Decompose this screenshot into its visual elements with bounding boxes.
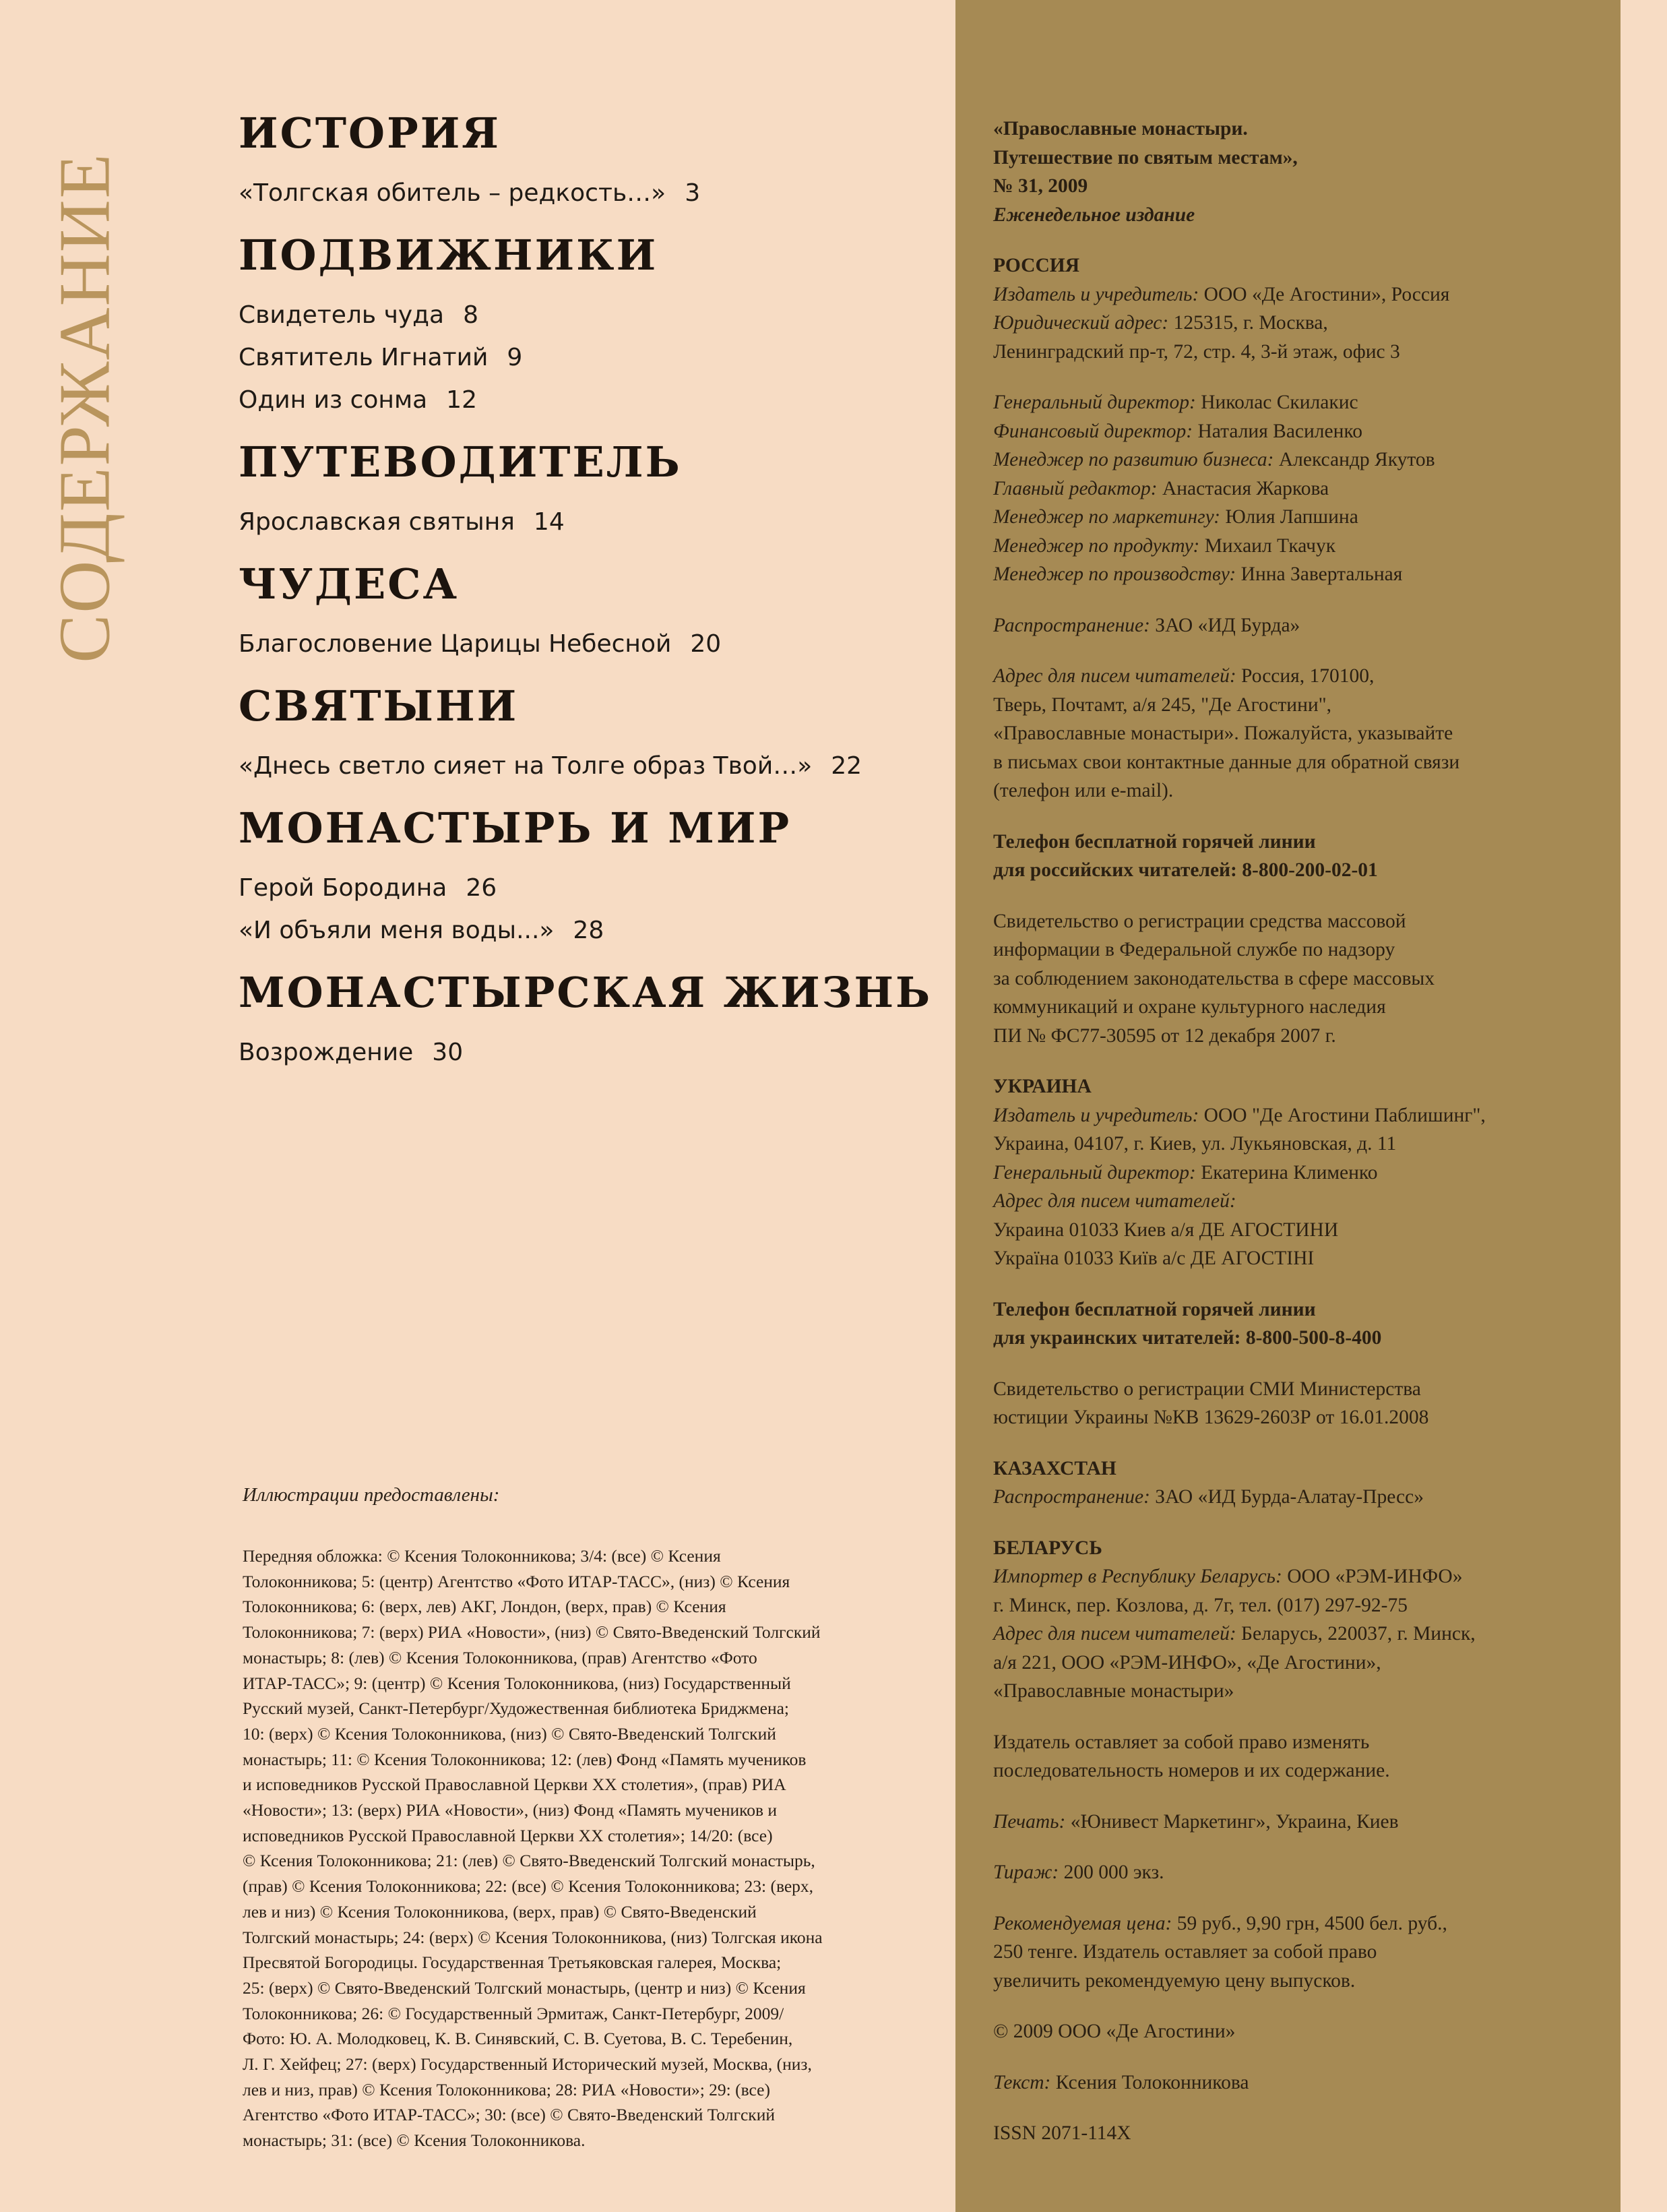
registration-ua — [993, 1375, 1600, 1432]
vertical-contents-title — [45, 128, 125, 687]
label: Адрес для писем читателей: — [993, 1190, 1236, 1212]
text-line: увеличить рекомендуемую цену выпусков. — [993, 1969, 1356, 1992]
credits-line: монастырь; 31: (все) © Ксения Толоконникова. — [243, 2130, 586, 2151]
staff-list — [993, 388, 1600, 589]
staff-role: Менеджер по продукту: — [993, 534, 1200, 557]
toc-entry — [239, 294, 939, 336]
value: ООО "Де Агостини Паблишинг", — [1199, 1104, 1486, 1126]
toc-entry-title: Герой Бородина — [239, 874, 447, 902]
label: Издатель и учредитель: — [993, 1104, 1199, 1126]
toc-section — [239, 964, 939, 1074]
text-line: «Православные монастыри». Пожалуйста, указывайте — [993, 723, 1453, 744]
toc-entry-page: 20 — [690, 630, 722, 658]
russia-address — [993, 309, 1600, 338]
value: 59 руб., 9,90 грн, 4500 бел. руб., — [1172, 1912, 1447, 1934]
toc-section-title: ПОДВИЖНИКИ — [239, 231, 658, 280]
staff-person: Юлия Лапшина — [1220, 506, 1358, 528]
toc-entry — [239, 623, 939, 665]
credits-line: Русский музей, Санкт-Петербург/Художественная библиотека Бриджмена; — [243, 1698, 790, 1719]
toc-entry-title: Возрождение — [239, 1039, 414, 1066]
credits-line: лев и низ, прав) © Ксения Толоконникова; 28: РИА «Новости»; 29: (все) — [243, 2079, 770, 2099]
toc-entry-page: 14 — [533, 508, 565, 536]
label: Текст: — [993, 2071, 1051, 2093]
toc-entry-page: 3 — [685, 179, 701, 207]
text-line: для украинских читателей: 8-800-500-8-400 — [993, 1327, 1382, 1349]
issn-text: ISSN 2071-114X — [993, 2122, 1131, 2144]
toc-entry — [239, 336, 939, 379]
price-info — [993, 1909, 1600, 1996]
staff-person: Михаил Ткачук — [1199, 534, 1336, 557]
vertical-title-text: СОДЕРЖАНИЕ — [45, 152, 125, 663]
toc-entry — [239, 1031, 939, 1074]
text-line: Свидетельство о регистрации средства массовой — [993, 910, 1406, 932]
toc-section — [239, 555, 939, 665]
toc-entry-title: Ярославская святыня — [239, 508, 515, 536]
credits-line: (прав) © Ксения Толоконникова; 22: (все) © Ксения Толоконникова; 23: (верх, — [243, 1876, 814, 1897]
credits-line: Толоконникова; 7: (верх) РИА «Новости», (низ) © Свято-Введенский Толгский — [243, 1622, 821, 1642]
toc-entry-page: 9 — [507, 344, 523, 371]
staff-row — [993, 503, 1600, 532]
value: Екатерина Клименко — [1195, 1161, 1378, 1184]
label: Издатель и учредитель: — [993, 283, 1199, 305]
belarus-block — [993, 1534, 1600, 1706]
masthead-line: «Православные монастыри. — [993, 118, 1248, 140]
toc-entry-title: Благословение Царицы Небесной — [239, 630, 672, 658]
distribution-ru — [993, 611, 1600, 640]
staff-person: Инна Завертальная — [1236, 563, 1403, 585]
belarus-heading: БЕЛАРУСЬ — [993, 1537, 1102, 1559]
toc-entry-page: 22 — [831, 752, 862, 780]
value: Ксения Толоконникова — [1050, 2071, 1249, 2093]
toc-entry-title: Свидетель чуда — [239, 301, 445, 329]
toc-section — [239, 677, 939, 787]
ukraine-block — [993, 1072, 1600, 1273]
credits-line: Толоконникова; 6: (верх, лев) АКГ, Лондон, (верх, прав) © Ксения — [243, 1597, 726, 1617]
copyright-info — [993, 2017, 1600, 2046]
toc-section — [239, 433, 939, 543]
credits-line: Передняя обложка: © Ксения Толоконникова; 3/4: (все) © Ксения — [243, 1546, 721, 1566]
text-line: последовательность номеров и их содержание. — [993, 1760, 1390, 1781]
credits-line: лев и низ) © Ксения Толоконникова, (верх, прав) © Свято-Введенский — [243, 1901, 757, 1922]
toc-entry-page: 26 — [466, 874, 497, 902]
credits-line: Толоконникова; 26: © Государственный Эрмитаж, Санкт-Петербург, 2009/ — [243, 2003, 784, 2023]
credits-line: 25: (верх) © Свято-Введенский Толгский монастырь, (центр и низ) © Ксения — [243, 1977, 806, 1998]
toc-entry-page: 12 — [446, 386, 477, 414]
credits-line: Толоконникова; 5: (центр) Агентство «Фото ИТАР-ТАСС», (низ) © Ксения — [243, 1571, 790, 1591]
value: «Юнивест Маркетинг», Украина, Киев — [1065, 1810, 1399, 1833]
imprint-content — [993, 115, 1600, 2170]
ukraine-heading: УКРАИНА — [993, 1076, 1092, 1097]
staff-role: Менеджер по маркетингу: — [993, 506, 1221, 528]
credits-line: Агентство «Фото ИТАР-ТАСС»; 30: (все) © Свято-Введенский Толгский — [243, 2105, 775, 2125]
credits-line: монастырь; 8: (лев) © Ксения Толоконникова, (прав) Агентство «Фото — [243, 1647, 757, 1667]
text-line: в письмах свои контактные данные для обратной связи — [993, 751, 1460, 773]
russia-publisher — [993, 280, 1600, 309]
staff-role: Генеральный директор: — [993, 392, 1196, 413]
credits-line: Фото: Ю. А. Молодковец, К. В. Синявский, С. В. Суетова, В. С. Теребенин, — [243, 2029, 793, 2049]
illustration-credits — [243, 1481, 923, 2153]
credits-line: Пресвятой Богородицы. Государственная Третьяковская галерея, Москва; — [243, 1953, 782, 1973]
hotline-ua — [993, 1295, 1600, 1353]
toc-section-title: ЧУДЕСА — [239, 559, 460, 609]
russia-heading: РОССИЯ — [993, 255, 1080, 276]
toc-section — [239, 226, 939, 421]
masthead-line: № 31, 2009 — [993, 175, 1088, 197]
value: ООО «РЭМ-ИНФО» — [1282, 1566, 1463, 1587]
staff-row — [993, 532, 1600, 561]
label: Адрес для писем читателей: — [993, 665, 1236, 687]
page-edge-strip — [1621, 0, 1667, 2212]
label: Импортер в Республику Беларусь: — [993, 1566, 1282, 1587]
text-line: юстиции Украины №КВ 13629-2603Р от 16.01.2008 — [993, 1407, 1429, 1428]
kazakhstan-block — [993, 1454, 1600, 1512]
staff-role: Главный редактор: — [993, 477, 1158, 499]
copyright-text: © 2009 ООО «Де Агостини» — [993, 2021, 1236, 2042]
toc-entry-title: «И объяли меня воды...» — [239, 917, 555, 944]
text-line: Тверь, Почтамт, а/я 245, "Де Агостини", — [993, 694, 1332, 716]
toc-section — [239, 104, 939, 214]
toc-section-title: ИСТОРИЯ — [239, 109, 501, 158]
credits-line: монастырь; 11: © Ксения Толоконникова; 12: (лев) Фонд «Память мучеников — [243, 1749, 807, 1769]
text-line: (телефон или e-mail). — [993, 780, 1174, 801]
toc-section-title: МОНАСТЫРЬ И МИР — [239, 803, 792, 853]
staff-row — [993, 388, 1600, 417]
toc-section — [239, 799, 939, 952]
label: Юридический адрес: — [993, 312, 1169, 334]
text-line: Україна 01033 Київ а/с ДЕ АГОСТІНІ — [993, 1248, 1315, 1269]
toc-section-title: ПУТЕВОДИТЕЛЬ — [239, 437, 682, 487]
label: Адрес для писем читателей: — [993, 1623, 1236, 1645]
staff-role: Финансовый директор: — [993, 420, 1193, 442]
credits-heading: Иллюстрации предоставлены: — [243, 1484, 500, 1506]
kazakhstan-heading: КАЗАХСТАН — [993, 1457, 1116, 1479]
label: Распространение: — [993, 614, 1150, 636]
text-line: Украина, 04107, г. Киев, ул. Лукьяновская, д. 11 — [993, 1133, 1397, 1155]
registration-ru — [993, 907, 1600, 1051]
toc-entry-title: Один из сонма — [239, 386, 428, 414]
value: Россия, 170100, — [1236, 665, 1375, 687]
text-line: ПИ № ФС77-30595 от 12 декабря 2007 г. — [993, 1024, 1336, 1047]
russia-block — [993, 251, 1600, 366]
label: Печать: — [993, 1810, 1066, 1833]
toc-entry-page: 28 — [573, 917, 604, 944]
hotline-ru — [993, 828, 1600, 885]
staff-row — [993, 560, 1600, 589]
masthead-line: Путешествие по святым местам», — [993, 146, 1298, 168]
staff-person: Александр Якутов — [1273, 449, 1435, 470]
issn-info — [993, 2119, 1600, 2148]
text-line: за соблюдением законодательства в сфере массовых — [993, 967, 1435, 989]
text-line: г. Минск, пер. Козлова, д. 7г, тел. (017) 297-92-75 — [993, 1594, 1408, 1616]
print-info — [993, 1808, 1600, 1837]
credits-line: Толгский монастырь; 24: (верх) © Ксения Толоконникова, (низ) Толгская икона — [243, 1927, 823, 1947]
toc-entry — [239, 867, 939, 909]
toc-entry — [239, 501, 939, 543]
value: Беларусь, 220037, г. Минск, — [1236, 1623, 1476, 1645]
text-line: 250 тенге. Издатель оставляет за собой право — [993, 1941, 1377, 1963]
toc-section-title: МОНАСТЫРСКАЯ ЖИЗНЬ — [239, 968, 933, 1017]
toc-entry — [239, 379, 939, 421]
toc-entry-title: «Толгская обитель – редкость…» — [239, 179, 666, 207]
value: 125315, г. Москва, — [1168, 312, 1328, 334]
credits-line: Л. Г. Хейфец; 27: (верх) Государственный Исторический музей, Москва, (низ, — [243, 2054, 812, 2075]
table-of-contents — [239, 104, 939, 1086]
credits-line: и исповедников Русской Православной Церкви XX столетия», (прав) РИА — [243, 1775, 786, 1795]
staff-role: Менеджер по производству: — [993, 563, 1236, 585]
staff-row — [993, 474, 1600, 503]
value: ЗАО «ИД Бурда» — [1150, 614, 1300, 636]
staff-row — [993, 446, 1600, 474]
text-line: коммуникаций и охране культурного наследия — [993, 996, 1386, 1018]
value: ЗАО «ИД Бурда-Алатау-Пресс» — [1150, 1486, 1424, 1508]
label: Генеральный директор: — [993, 1161, 1196, 1184]
credits-line: «Новости»; 13: (верх) РИА «Новости», (низ) Фонд «Память мучеников и — [243, 1800, 778, 1820]
text-line: «Православные монастыри» — [993, 1680, 1234, 1702]
credits-body — [243, 1543, 923, 2153]
value: 200 000 экз. — [1059, 1862, 1164, 1883]
toc-entry-page: 8 — [463, 301, 479, 329]
text-line: информации в Федеральной службе по надзору — [993, 939, 1395, 960]
staff-person: Наталия Василенко — [1193, 420, 1362, 442]
credits-line: исповедников Русской Православной Церкви XX столетия»; 14/20: (все) — [243, 1825, 773, 1845]
credits-line: ИТАР-ТАСС»; 9: (центр) © Ксения Толоконникова, (низ) Государственный — [243, 1673, 791, 1693]
staff-person: Николас Скилакис — [1195, 392, 1358, 413]
reader-address-ru — [993, 662, 1600, 805]
imprint-panel — [955, 0, 1621, 2212]
text-line: Телефон бесплатной горячей линии — [993, 1298, 1316, 1320]
toc-entry-title: «Днесь светло сияет на Толге образ Твой…» — [239, 752, 813, 780]
label: Распространение: — [993, 1486, 1150, 1508]
russia-address-line2: Ленинградский пр-т, 72, стр. 4, 3-й этаж, офис 3 — [993, 340, 1400, 363]
staff-row — [993, 417, 1600, 446]
staff-person: Анастасия Жаркова — [1157, 477, 1329, 499]
label: Рекомендуемая цена: — [993, 1912, 1172, 1934]
label: Тираж: — [993, 1862, 1059, 1883]
text-line: Издатель оставляет за собой право изменять — [993, 1731, 1370, 1753]
toc-entry — [239, 745, 939, 787]
rights-notice — [993, 1728, 1600, 1785]
value: ООО «Де Агостини», Россия — [1199, 283, 1450, 305]
masthead — [993, 115, 1600, 229]
staff-role: Менеджер по развитию бизнеса: — [993, 449, 1274, 470]
text-line: для российских читателей: 8-800-200-02-01 — [993, 859, 1378, 881]
toc-entry — [239, 172, 939, 214]
masthead-line: Еженедельное издание — [993, 204, 1195, 226]
text-line: Телефон бесплатной горячей линии — [993, 830, 1316, 853]
credits-line: © Ксения Толоконникова; 21: (лев) © Свято-Введенский Толгский монастырь, — [243, 1851, 815, 1871]
circulation-info — [993, 1858, 1600, 1887]
credits-line: 10: (верх) © Ксения Толоконникова, (низ) © Свято-Введенский Толгский — [243, 1723, 776, 1744]
text-line: а/я 221, ООО «РЭМ-ИНФО», «Де Агостини», — [993, 1651, 1381, 1673]
toc-entry — [239, 909, 939, 952]
text-credit — [993, 2068, 1600, 2097]
toc-entry-title: Святитель Игнатий — [239, 344, 489, 371]
text-line: Свидетельство о регистрации СМИ Министерства — [993, 1378, 1421, 1400]
text-line: Украина 01033 Киев а/я ДЕ АГОСТИНИ — [993, 1219, 1339, 1241]
toc-entry-page: 30 — [432, 1039, 464, 1066]
toc-section-title: СВЯТЫНИ — [239, 681, 519, 731]
